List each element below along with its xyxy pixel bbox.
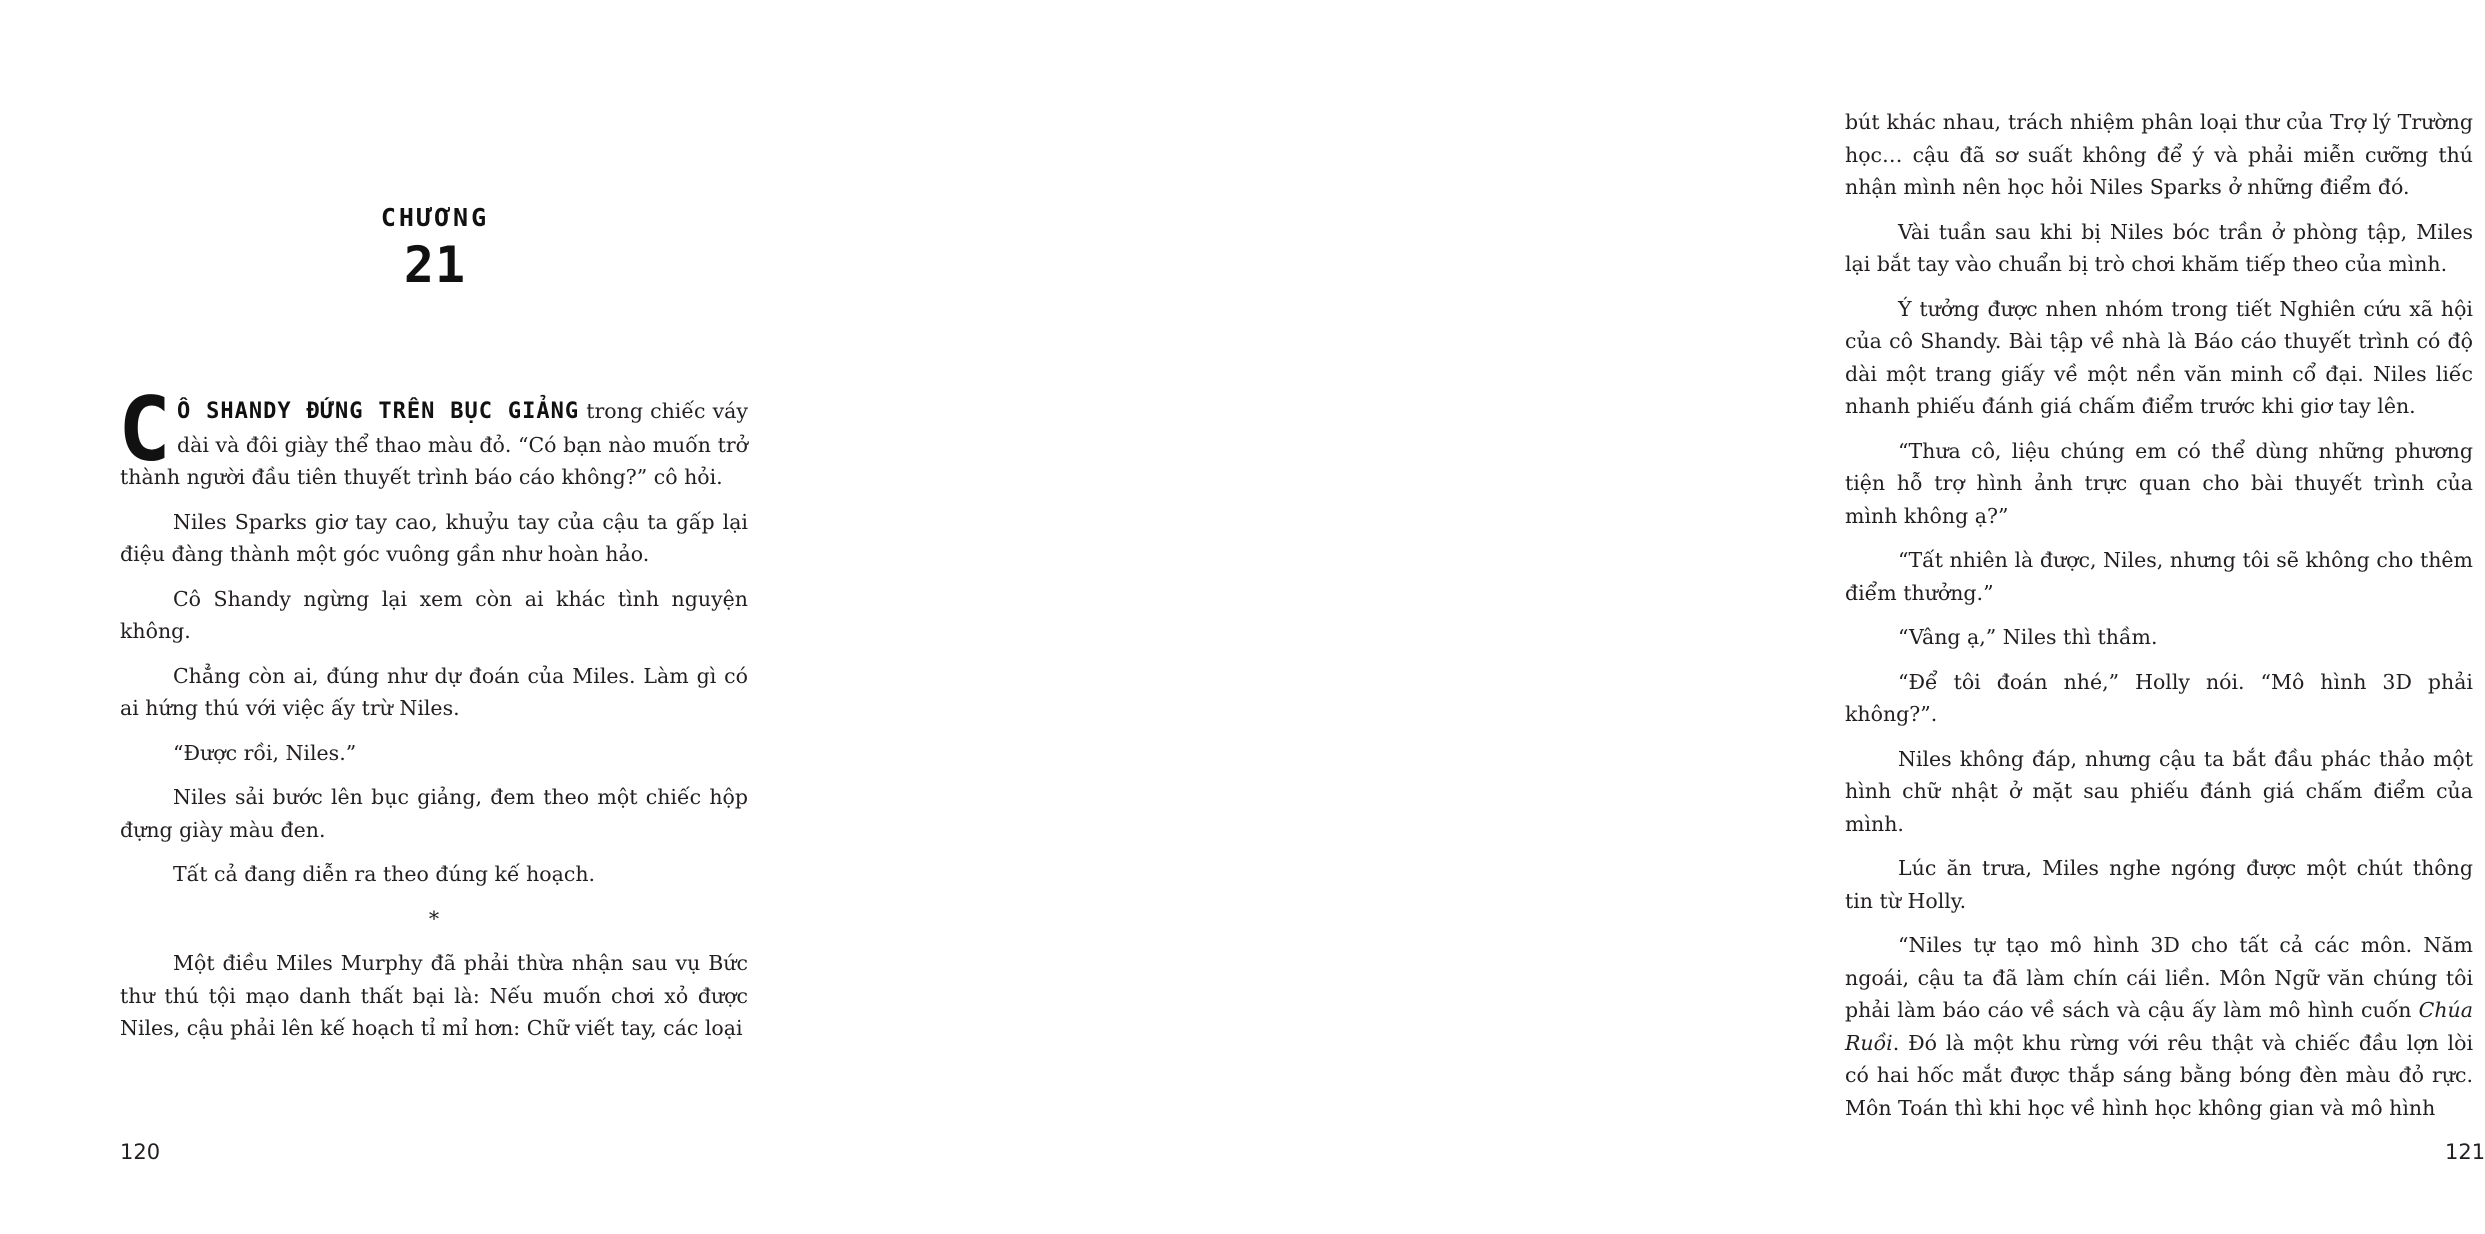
paragraph: “Thưa cô, liệu chúng em có thể dùng những phương tiện hỗ trợ hình ảnh trực quan cho bài thuyết trình của mình không ạ?” bbox=[1845, 438, 2473, 528]
opening-paragraph bbox=[118, 378, 748, 494]
paragraph: “Được rồi, Niles.” bbox=[173, 740, 357, 765]
paragraph: Tất cả đang diễn ra theo đúng kế hoạch. bbox=[173, 862, 596, 886]
page-number-right: 121 bbox=[2445, 1140, 2485, 1164]
lead-in-text: Ô SHANDY ĐỨNG TRÊN BỤC GIẢNG bbox=[176, 399, 580, 424]
chapter-label: CHƯƠNG bbox=[380, 203, 490, 232]
paragraph: “Để tôi đoán nhé,” Holly nói. “Mô hình 3D phải không?”. bbox=[1845, 669, 2473, 726]
section-break: * bbox=[428, 906, 440, 931]
paragraph: Niles không đáp, nhưng cậu ta bắt đầu phác thảo một hình chữ nhật ở mặt sau phiếu đánh giá chấm điểm của mình. bbox=[1845, 746, 2473, 836]
final-paragraph bbox=[1845, 929, 2473, 1124]
book-title-italic: Chúa Ruồi bbox=[1845, 998, 2473, 1055]
right-text-column bbox=[1845, 106, 2473, 1136]
paragraph: Niles sải bước lên bục giảng, đem theo một chiếc hộp đựng giày màu đen. bbox=[120, 785, 748, 842]
paragraph: “Vâng ạ,” Niles thì thầm. bbox=[1898, 625, 2158, 649]
left-text-column bbox=[118, 378, 748, 1057]
right-page bbox=[862, 0, 2485, 1234]
paragraph: Niles Sparks giơ tay cao, khuỷu tay của cậu ta gấp lại điệu đàng thành một góc vuông gần như hoàn hảo. bbox=[120, 509, 748, 566]
paragraph: Một điều Miles Murphy đã phải thừa nhận sau vụ Bức thư thú tội mạo danh thất bại là: Nếu muốn chơi xỏ được Niles, cậu phải lên kế hoạch tỉ mỉ hơn: Chữ viết tay, các loại bbox=[120, 951, 748, 1040]
paragraph: Cô Shandy ngừng lại xem còn ai khác tình nguyện không. bbox=[120, 586, 748, 643]
chapter-number: 21 bbox=[403, 236, 467, 294]
continued-paragraph: bút khác nhau, trách nhiệm phân loại thư của Trợ lý Trường học… cậu đã sơ suất không để ý và phải miễn cưỡng thú nhận mình nên học hỏi Niles Sparks ở những điểm đó. bbox=[1845, 110, 2473, 199]
paragraph: Chẳng còn ai, đúng như dự đoán của Miles. Làm gì có ai hứng thú với việc ấy trừ Niles. bbox=[120, 663, 748, 720]
page-number-left: 120 bbox=[120, 1140, 161, 1164]
paragraph: Lúc ăn trưa, Miles nghe ngóng được một chút thông tin từ Holly. bbox=[1845, 856, 2473, 913]
drop-cap: C bbox=[118, 378, 171, 481]
opening-paragraph-rest: trong chiếc váy dài và đôi giày thể thao màu đỏ. “Có bạn nào muốn trở thành người đầu tiên thuyết trình báo cáo không?” cô hỏi. bbox=[120, 399, 748, 489]
paragraph: Vài tuần sau khi bị Niles bóc trần ở phòng tập, Miles lại bắt tay vào chuẩn bị trò chơi khăm tiếp theo của mình. bbox=[1845, 219, 2473, 276]
paragraph: “Tất nhiên là được, Niles, nhưng tôi sẽ không cho thêm điểm thưởng.” bbox=[1845, 548, 2473, 605]
left-page bbox=[0, 0, 862, 1234]
paragraph: Ý tưởng được nhen nhóm trong tiết Nghiên cứu xã hội của cô Shandy. Bài tập về nhà là Báo cáo thuyết trình có độ dài một trang giấy về một nền văn minh cổ đại. Niles liếc nhanh phiếu đánh giá chấm điểm trước khi giơ tay lên. bbox=[1845, 296, 2473, 418]
final-paragraph-start: “Niles tự tạo mô hình 3D cho tất cả các môn. Năm ngoái, cậu ta đã làm chín cái liền. Môn Ngữ văn chúng tôi phải làm báo cáo về sách và cậu ấy làm mô hình cuốn bbox=[1845, 933, 2473, 1022]
final-paragraph-end: . Đó là một khu rừng với rêu thật và chiếc đầu lợn lòi có hai hốc mắt được thắp sáng bằng bóng đèn màu đỏ rực. Môn Toán thì khi học về hình học không gian và mô hình bbox=[1845, 1030, 2473, 1120]
